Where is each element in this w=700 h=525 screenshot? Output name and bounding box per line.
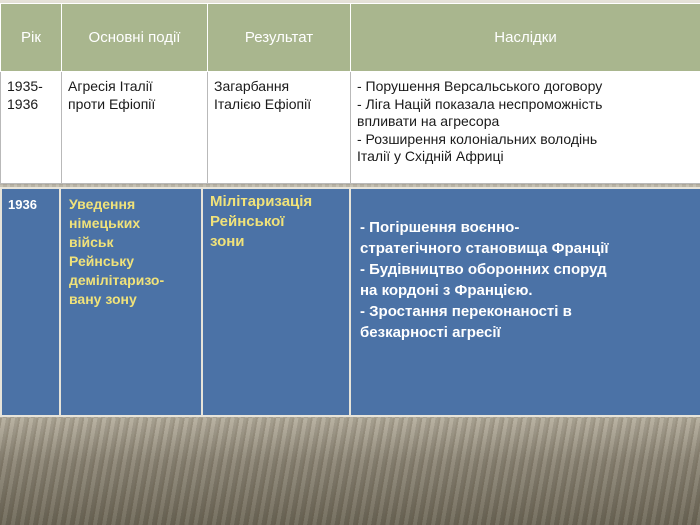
text-line: зони [210,233,245,250]
text-line: впливати на агресора [357,113,500,129]
text-line: 1936 [8,197,37,212]
text-line: безкарності агресії [360,324,501,341]
text-line: - Розширення колоніальних володінь [357,130,598,147]
text-line: на кордоні з Францією. [360,282,533,299]
text-line: - Погіршення воєнно- [360,219,520,236]
cell-event [60,188,202,416]
cell-year [1,72,62,184]
text-line: - Ліга Націй показала неспроможність [357,95,603,112]
text-line: стратегічного становища Франції [360,240,609,257]
events-table-top [0,3,700,184]
text-line: військ [69,234,114,250]
text-line: проти Ефіопії [68,95,156,112]
text-line: Загарбання [214,78,290,94]
text-line: Італією Ефіопії [214,95,312,112]
cell-event [62,72,208,184]
table-header-row [1,4,700,72]
text-line: німецьких [69,215,141,231]
text-line: вану зону [69,291,137,307]
text-line: демілітаризо- [69,272,165,288]
text-line: Агресія Італії [68,78,153,94]
table-row [1,72,700,184]
header-result: Результат [208,4,351,72]
cell-result [202,188,350,416]
text-line: 1935- [7,78,43,94]
cell-result [208,72,351,184]
background-texture [0,418,700,525]
events-table-bottom [0,187,700,417]
text-line: Уведення [69,196,136,212]
cell-year [1,188,60,416]
text-line: 1936 [7,95,39,112]
header-consequences: Наслідки [351,4,700,72]
text-line: Рейнську [69,253,135,269]
table-row [1,188,700,416]
cell-consequences [350,188,700,416]
cell-consequences [351,72,700,184]
header-year: Рік [1,4,62,72]
header-events: Основні події [62,4,208,72]
text-line: Рейнської [210,213,285,230]
text-line: Мілітаризація [210,193,313,210]
text-line: - Порушення Версальського договору [357,78,603,94]
text-line: - Будівництво оборонних споруд [360,261,607,278]
text-line: - Зростання переконаності в [360,303,572,320]
text-line: Італії у Східній Африці [357,148,504,164]
